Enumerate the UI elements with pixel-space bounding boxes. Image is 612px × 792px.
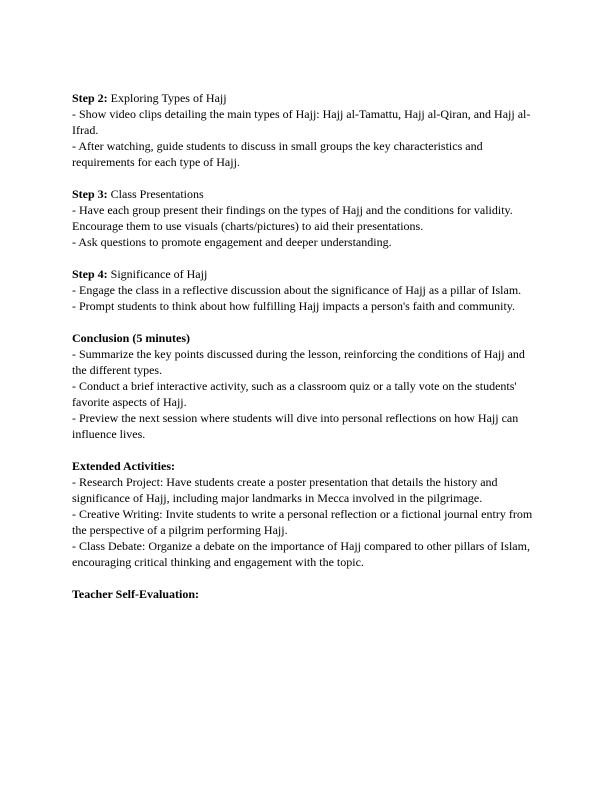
text-line: - Creative Writing: Invite students to write a personal reflection or a fictional journal entry from — [72, 507, 533, 521]
step-2-heading-line — [72, 90, 540, 106]
step-2-heading-text: Exploring Types of Hajj — [107, 91, 227, 105]
text-line: - Preview the next session where students will dive into personal reflections on how Hajj can — [72, 411, 519, 425]
step-3-heading: Step 3: — [72, 187, 108, 201]
text-line: - Show video clips detailing the main types of Hajj: Hajj al-Tamattu, Hajj al-Qiran, and Hajj al- — [72, 107, 531, 121]
text-line: - Have each group present their findings on the types of Hajj and the conditions for validity. — [72, 203, 513, 217]
paragraph-step-4 — [72, 266, 540, 314]
paragraph-conclusion — [72, 330, 540, 442]
text-line: requirements for each type of Hajj. — [72, 155, 240, 169]
conclusion-heading: Conclusion (5 minutes) — [72, 331, 191, 345]
paragraph-step-2 — [72, 90, 540, 170]
text-line: the different types. — [72, 363, 163, 377]
text-line: Encourage them to use visuals (charts/pictures) to aid their presentations. — [72, 219, 424, 233]
paragraph-teacher-self-evaluation — [72, 586, 540, 602]
teacher-self-evaluation-heading: Teacher Self-Evaluation: — [72, 587, 200, 601]
paragraph-step-3 — [72, 186, 540, 250]
step-4-heading-line — [72, 266, 540, 282]
text-line: encouraging critical thinking and engagement with the topic. — [72, 555, 364, 569]
step-3-heading-line — [72, 186, 540, 202]
text-line: - Engage the class in a reflective discussion about the significance of Hajj as a pillar of Islam. — [72, 283, 522, 297]
teacher-self-evaluation-heading-line — [72, 586, 540, 602]
paragraph-extended-activities — [72, 458, 540, 570]
step-2-heading: Step 2: — [72, 91, 108, 105]
text-line: - Class Debate: Organize a debate on the importance of Hajj compared to other pillars of Islam, — [72, 539, 530, 553]
text-line: - Conduct a brief interactive activity, such as a classroom quiz or a tally vote on the students' — [72, 379, 517, 393]
text-line: - Research Project: Have students create a poster presentation that details the history and — [72, 475, 498, 489]
text-line: Ifrad. — [72, 123, 99, 137]
text-line: - Ask questions to promote engagement and deeper understanding. — [72, 235, 392, 249]
extended-activities-heading-line — [72, 458, 540, 474]
step-3-heading-text: Class Presentations — [107, 187, 204, 201]
text-line: favorite aspects of Hajj. — [72, 395, 187, 409]
text-line: the perspective of a pilgrim performing Hajj. — [72, 523, 288, 537]
text-line: - Summarize the key points discussed during the lesson, reinforcing the conditions of Hajj and — [72, 347, 525, 361]
conclusion-heading-line — [72, 330, 540, 346]
step-4-heading: Step 4: — [72, 267, 108, 281]
extended-activities-heading: Extended Activities: — [72, 459, 175, 473]
step-4-heading-text: Significance of Hajj — [107, 267, 208, 281]
text-line: influence lives. — [72, 427, 146, 441]
text-line: significance of Hajj, including major landmarks in Mecca involved in the pilgrimage. — [72, 491, 483, 505]
text-line: - Prompt students to think about how fulfilling Hajj impacts a person's faith and community. — [72, 299, 515, 313]
text-line: - After watching, guide students to discuss in small groups the key characteristics and — [72, 139, 483, 153]
